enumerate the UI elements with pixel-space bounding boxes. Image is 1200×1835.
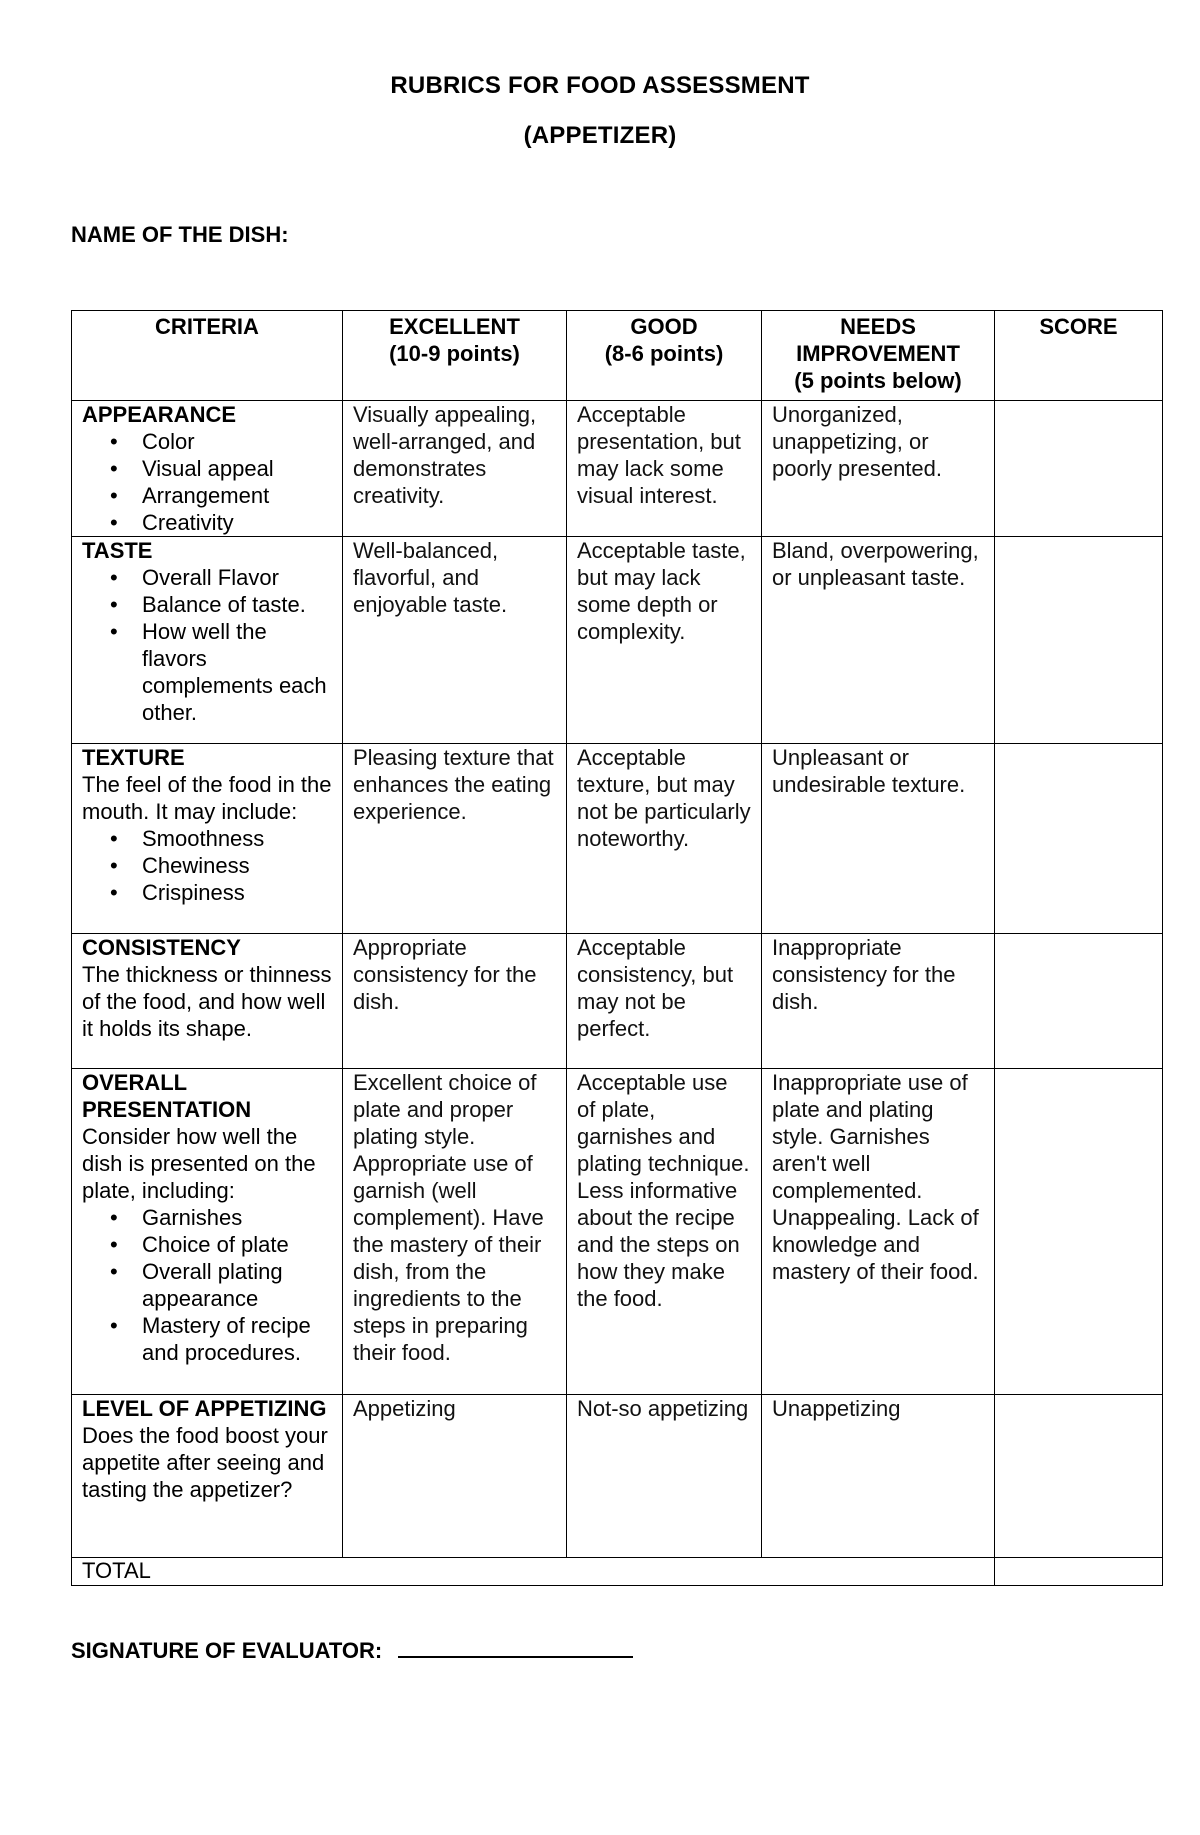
criteria-row (72, 934, 1163, 1069)
criteria-title: OVERALL PRESENTATION (82, 1070, 252, 1122)
rating-excellent-cell: Pleasing texture that enhances the eating experience. (343, 744, 567, 934)
rating-needs-cell: Unappetizing (762, 1395, 995, 1558)
criteria-cell (72, 537, 343, 744)
header-needs-improvement: NEEDS IMPROVEMENT (5 points below) (762, 311, 995, 401)
criteria-description: Does the food boost your appetite after seeing and tasting the appetizer? (82, 1423, 328, 1502)
rating-needs-cell: Inappropriate use of plate and plating style. Garnishes aren't well complemented. Unappealing. Lack of knowledge and mastery of their food. (762, 1069, 995, 1395)
header-score: SCORE (995, 311, 1163, 401)
criteria-title: CONSISTENCY (82, 935, 241, 960)
criteria-cell (72, 934, 343, 1069)
page-subtitle: (APPETIZER) (523, 122, 677, 149)
criteria-bullet-list (82, 564, 332, 726)
criteria-bullet-list (82, 1204, 332, 1366)
dish-name-label: NAME OF THE DISH: (71, 222, 289, 247)
criteria-bullet: • Balance of taste. (142, 591, 332, 618)
rating-excellent-cell: Well-balanced, flavorful, and enjoyable taste. (343, 537, 567, 744)
total-score-cell[interactable] (995, 1558, 1163, 1586)
score-cell[interactable] (995, 1069, 1163, 1395)
criteria-bullet: • Chewiness (142, 852, 332, 879)
criteria-bullet: • How well the flavors complements each other. (142, 618, 332, 726)
rating-needs-cell: Unorganized, unappetizing, or poorly presented. (762, 401, 995, 537)
signature-line (71, 1636, 633, 1664)
rating-good-cell: Acceptable consistency, but may not be perfect. (567, 934, 762, 1069)
criteria-bullet: • Color (142, 428, 332, 455)
criteria-bullet-list (82, 428, 332, 536)
criteria-description: Consider how well the dish is presented on the plate, including: (82, 1124, 316, 1203)
rating-needs-cell: Bland, overpowering, or unpleasant taste. (762, 537, 995, 744)
header-good: GOOD (8-6 points) (567, 311, 762, 401)
criteria-bullet: • Crispiness (142, 879, 332, 906)
criteria-bullet: • Visual appeal (142, 455, 332, 482)
total-label: TOTAL (72, 1558, 995, 1586)
rubric-body (72, 401, 1163, 1558)
criteria-title: LEVEL OF APPETIZING (82, 1396, 327, 1421)
criteria-description: The thickness or thinness of the food, and how well it holds its shape. (82, 962, 332, 1041)
rating-excellent-cell: Excellent choice of plate and proper plating style. Appropriate use of garnish (well complement). Have the mastery of their dish, from the ingredients to the steps in preparing their food. (343, 1069, 567, 1395)
criteria-bullet: • Mastery of recipe and procedures. (142, 1312, 332, 1366)
criteria-cell (72, 401, 343, 537)
score-cell[interactable] (995, 1395, 1163, 1558)
header-criteria: CRITERIA (72, 311, 343, 401)
score-cell[interactable] (995, 744, 1163, 934)
criteria-title: TASTE (82, 538, 153, 563)
criteria-bullet: • Overall plating appearance (142, 1258, 332, 1312)
criteria-bullet: • Creativity (142, 509, 332, 536)
total-row (72, 1558, 1163, 1586)
criteria-row (72, 1395, 1163, 1558)
rating-good-cell: Acceptable taste, but may lack some depth or complexity. (567, 537, 762, 744)
score-cell[interactable] (995, 401, 1163, 537)
header-excellent: EXCELLENT (10-9 points) (343, 311, 567, 401)
rating-excellent-cell: Visually appealing, well-arranged, and demonstrates creativity. (343, 401, 567, 537)
criteria-row (72, 744, 1163, 934)
criteria-bullet: • Smoothness (142, 825, 332, 852)
signature-label: SIGNATURE OF EVALUATOR: (71, 1638, 383, 1663)
criteria-bullet: • Choice of plate (142, 1231, 332, 1258)
criteria-description: The feel of the food in the mouth. It may include: (82, 772, 332, 824)
score-cell[interactable] (995, 537, 1163, 744)
criteria-bullet-list (82, 825, 332, 906)
criteria-cell (72, 744, 343, 934)
criteria-bullet: • Garnishes (142, 1204, 332, 1231)
criteria-row (72, 537, 1163, 744)
score-cell[interactable] (995, 934, 1163, 1069)
criteria-row (72, 401, 1163, 537)
header-row (72, 311, 1163, 401)
rating-needs-cell: Inappropriate consistency for the dish. (762, 934, 995, 1069)
rating-excellent-cell: Appetizing (343, 1395, 567, 1558)
rating-good-cell: Not-so appetizing (567, 1395, 762, 1558)
criteria-cell (72, 1395, 343, 1558)
rating-good-cell: Acceptable presentation, but may lack some visual interest. (567, 401, 762, 537)
criteria-bullet: • Overall Flavor (142, 564, 332, 591)
criteria-cell (72, 1069, 343, 1395)
rating-excellent-cell: Appropriate consistency for the dish. (343, 934, 567, 1069)
rubric-table (71, 310, 1163, 1586)
rating-good-cell: Acceptable texture, but may not be particularly noteworthy. (567, 744, 762, 934)
signature-blank[interactable] (398, 1636, 633, 1658)
criteria-bullet: • Arrangement (142, 482, 332, 509)
criteria-title: TEXTURE (82, 745, 185, 770)
criteria-title: APPEARANCE (82, 402, 237, 427)
rating-needs-cell: Unpleasant or undesirable texture. (762, 744, 995, 934)
criteria-row (72, 1069, 1163, 1395)
rating-good-cell: Acceptable use of plate, garnishes and plating technique. Less informative about the recipe and the steps on how they make the food. (567, 1069, 762, 1395)
page-title: RUBRICS FOR FOOD ASSESSMENT (390, 72, 810, 99)
